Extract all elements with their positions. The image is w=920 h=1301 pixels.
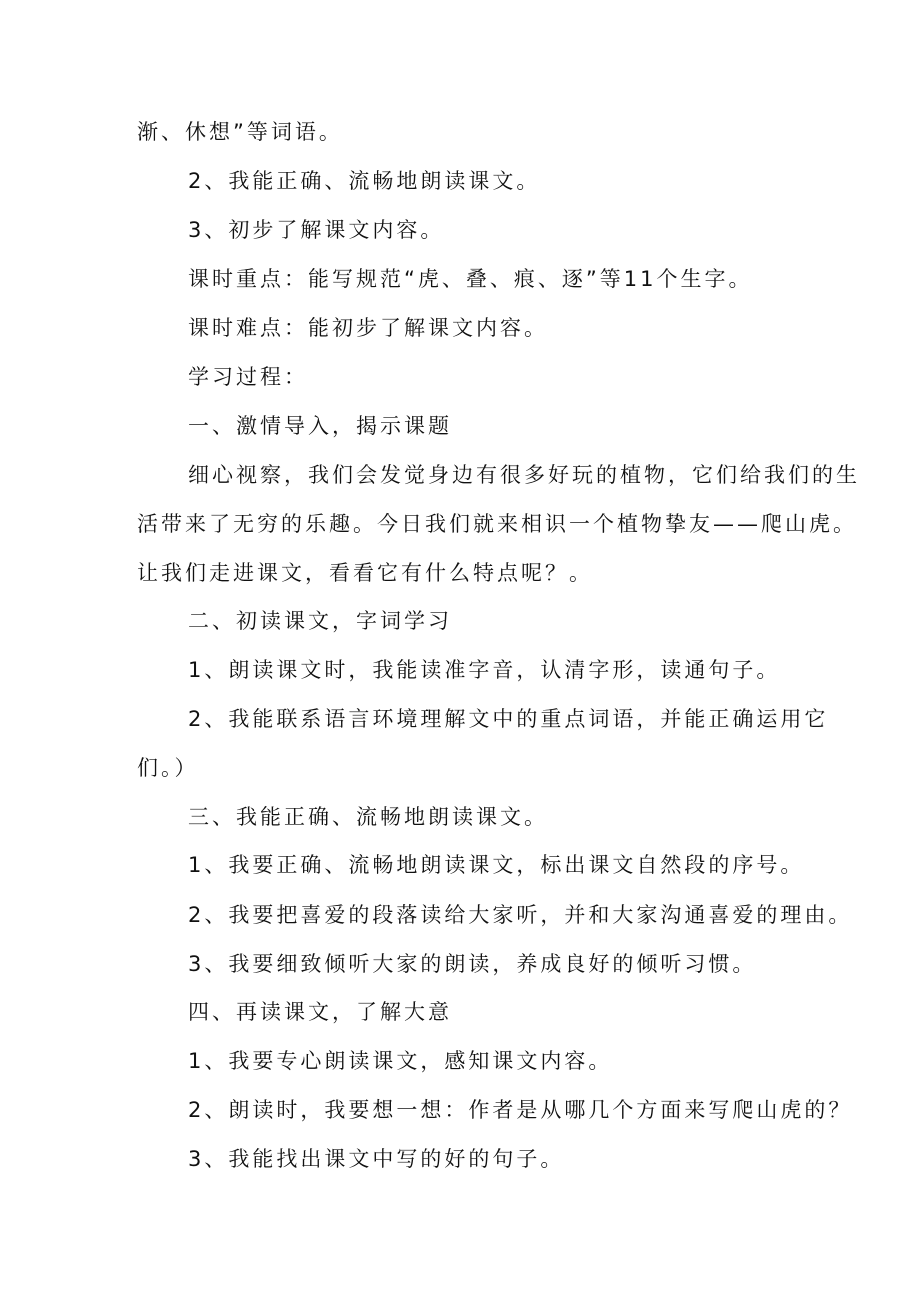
text-line: 1、我要专心朗读课文，感知课文内容。 — [188, 1049, 613, 1073]
section-heading: 三、我能正确、流畅地朗读课文。 — [188, 805, 548, 829]
text-line: 2、我能正确、流畅地朗读课文。 — [188, 169, 541, 193]
text-line: 3、我能找出课文中写的好的句子。 — [188, 1147, 565, 1171]
text-line: 2、我能联系语言环境理解文中的重点词语，并能正确运用它 — [188, 707, 829, 731]
text-line: 活带来了无穷的乐趣。今日我们就来相识一个植物挚友——爬山虎。 — [137, 512, 857, 536]
text-line: 让我们走进课文，看看它有什么特点呢？。 — [137, 561, 593, 585]
text-line: 3、我要细致倾听大家的朗读，养成良好的倾听习惯。 — [188, 952, 757, 976]
text-line: 3、初步了解课文内容。 — [188, 218, 445, 242]
text-line: 们。） — [137, 756, 199, 780]
section-heading: 二、初读课文，字词学习 — [188, 609, 452, 633]
text-line: 1、朗读课文时，我能读准字音，认清字形，读通句子。 — [188, 658, 781, 682]
text-line: 2、朗读时，我要想一想：作者是从哪几个方面来写爬山虎的？ — [188, 1098, 853, 1122]
text-line: 1、我要正确、流畅地朗读课文，标出课文自然段的序号。 — [188, 853, 805, 877]
text-line: 课时重点：能写规范“虎、叠、痕、逐”等11个生字。 — [188, 267, 753, 291]
section-heading: 四、再读课文，了解大意 — [188, 1000, 452, 1024]
text-line: 课时难点：能初步了解课文内容。 — [188, 316, 548, 340]
text-line: 渐、休想”等词语。 — [137, 120, 343, 144]
text-line: 学习过程： — [188, 365, 308, 389]
section-heading: 一、激情导入，揭示课题 — [188, 414, 452, 438]
text-line: 2、我要把喜爱的段落读给大家听，并和大家沟通喜爱的理由。 — [188, 903, 853, 927]
text-line: 细心视察，我们会发觉身边有很多好玩的植物，它们给我们的生 — [188, 463, 860, 487]
